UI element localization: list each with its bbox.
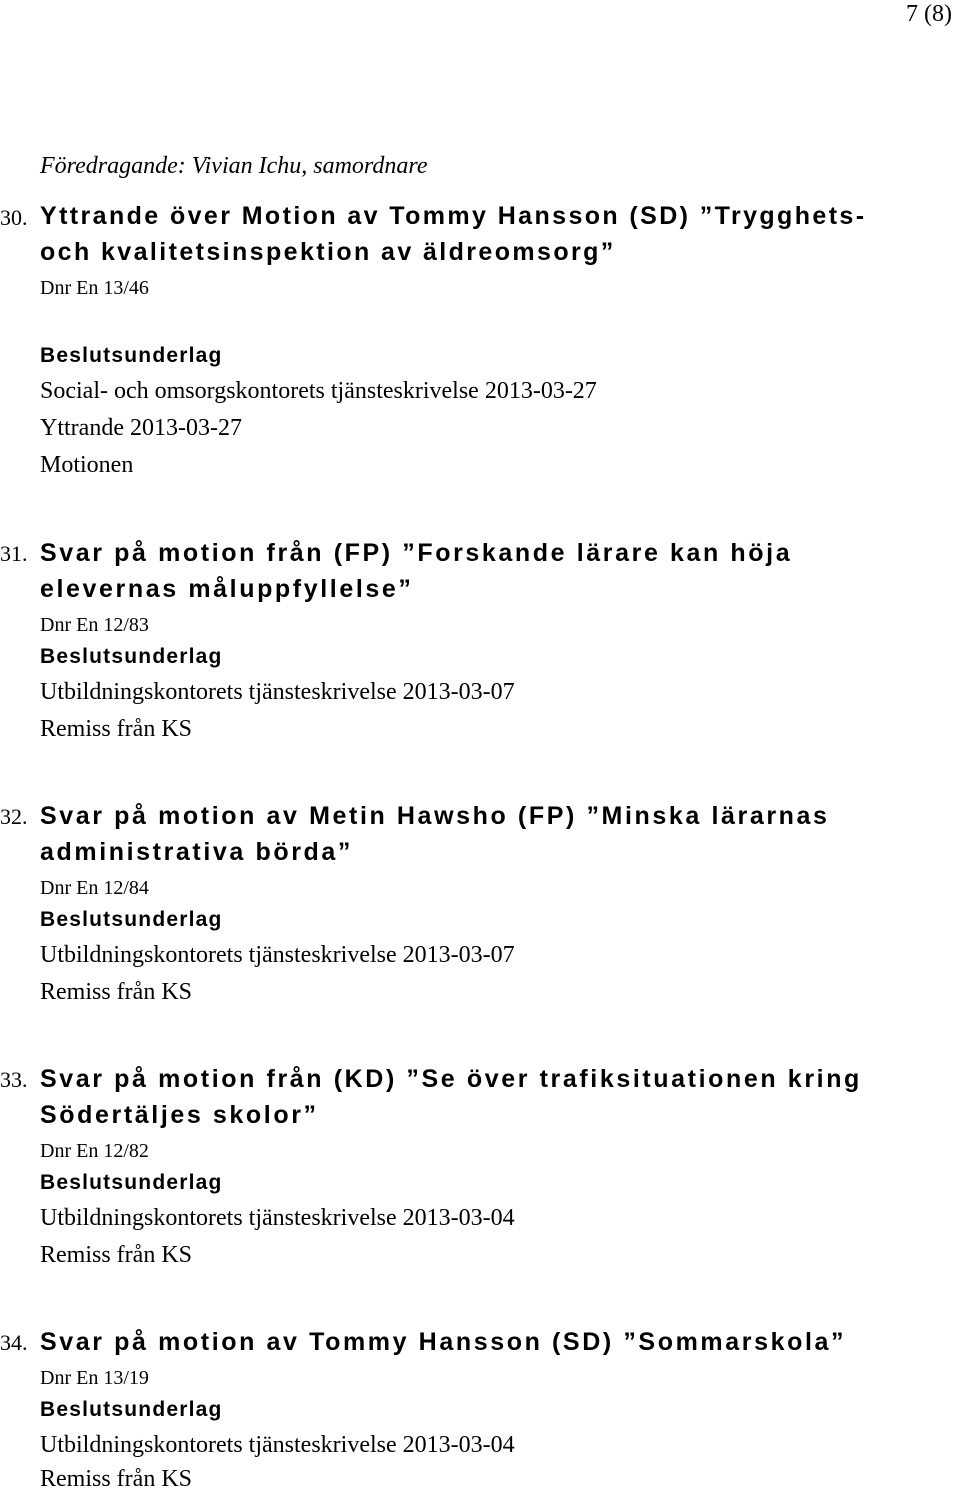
item-title-line-2: och kvalitetsinspektion av äldreomsorg” bbox=[40, 238, 616, 266]
dnr-number: Dnr En 13/46 bbox=[40, 277, 149, 299]
item-number: 30. bbox=[0, 205, 28, 230]
item-title-line-1: Yttrande över Motion av Tommy Hansson (SD) ”Trygghets- bbox=[40, 202, 867, 230]
basis-heading: Beslutsunderlag bbox=[40, 645, 223, 668]
document-entry: Remiss från KS bbox=[40, 1466, 192, 1492]
dnr-number: Dnr En 12/82 bbox=[40, 1140, 149, 1162]
dnr-number: Dnr En 12/84 bbox=[40, 877, 149, 899]
document-entry: Motionen bbox=[40, 452, 134, 478]
document-entry: Yttrande 2013-03-27 bbox=[40, 415, 242, 441]
item-number: 34. bbox=[0, 1330, 28, 1355]
item-title-line-2: elevernas måluppfyllelse” bbox=[40, 575, 414, 603]
dnr-number: Dnr En 13/19 bbox=[40, 1367, 149, 1389]
document-entry: Remiss från KS bbox=[40, 716, 192, 742]
document-entry: Utbildningskontorets tjänsteskrivelse 2013-03-07 bbox=[40, 679, 515, 705]
basis-heading: Beslutsunderlag bbox=[40, 908, 223, 931]
item-title-line-1: Svar på motion av Tommy Hansson (SD) ”Sommarskola” bbox=[40, 1328, 847, 1356]
basis-heading: Beslutsunderlag bbox=[40, 1398, 223, 1421]
document-entry: Remiss från KS bbox=[40, 1242, 192, 1268]
item-title-line-2: administrativa börda” bbox=[40, 838, 353, 866]
item-title-line-1: Svar på motion av Metin Hawsho (FP) ”Minska lärarnas bbox=[40, 802, 830, 830]
item-number: 32. bbox=[0, 804, 28, 829]
document-entry: Social- och omsorgskontorets tjänsteskrivelse 2013-03-27 bbox=[40, 378, 597, 404]
basis-heading: Beslutsunderlag bbox=[40, 344, 223, 367]
document-entry: Utbildningskontorets tjänsteskrivelse 2013-03-07 bbox=[40, 942, 515, 968]
presenter-line: Föredragande: Vivian Ichu, samordnare bbox=[40, 153, 428, 179]
document-entry: Utbildningskontorets tjänsteskrivelse 2013-03-04 bbox=[40, 1432, 515, 1458]
item-number: 31. bbox=[0, 541, 28, 566]
page-number: 7 (8) bbox=[906, 1, 952, 27]
item-title-line-1: Svar på motion från (FP) ”Forskande lärare kan höja bbox=[40, 539, 793, 567]
document-entry: Utbildningskontorets tjänsteskrivelse 2013-03-04 bbox=[40, 1205, 515, 1231]
basis-heading: Beslutsunderlag bbox=[40, 1171, 223, 1194]
item-number: 33. bbox=[0, 1067, 28, 1092]
item-title-line-1: Svar på motion från (KD) ”Se över trafiksituationen kring bbox=[40, 1065, 862, 1093]
item-title-line-2: Södertäljes skolor” bbox=[40, 1101, 319, 1129]
dnr-number: Dnr En 12/83 bbox=[40, 614, 149, 636]
document-entry: Remiss från KS bbox=[40, 979, 192, 1005]
